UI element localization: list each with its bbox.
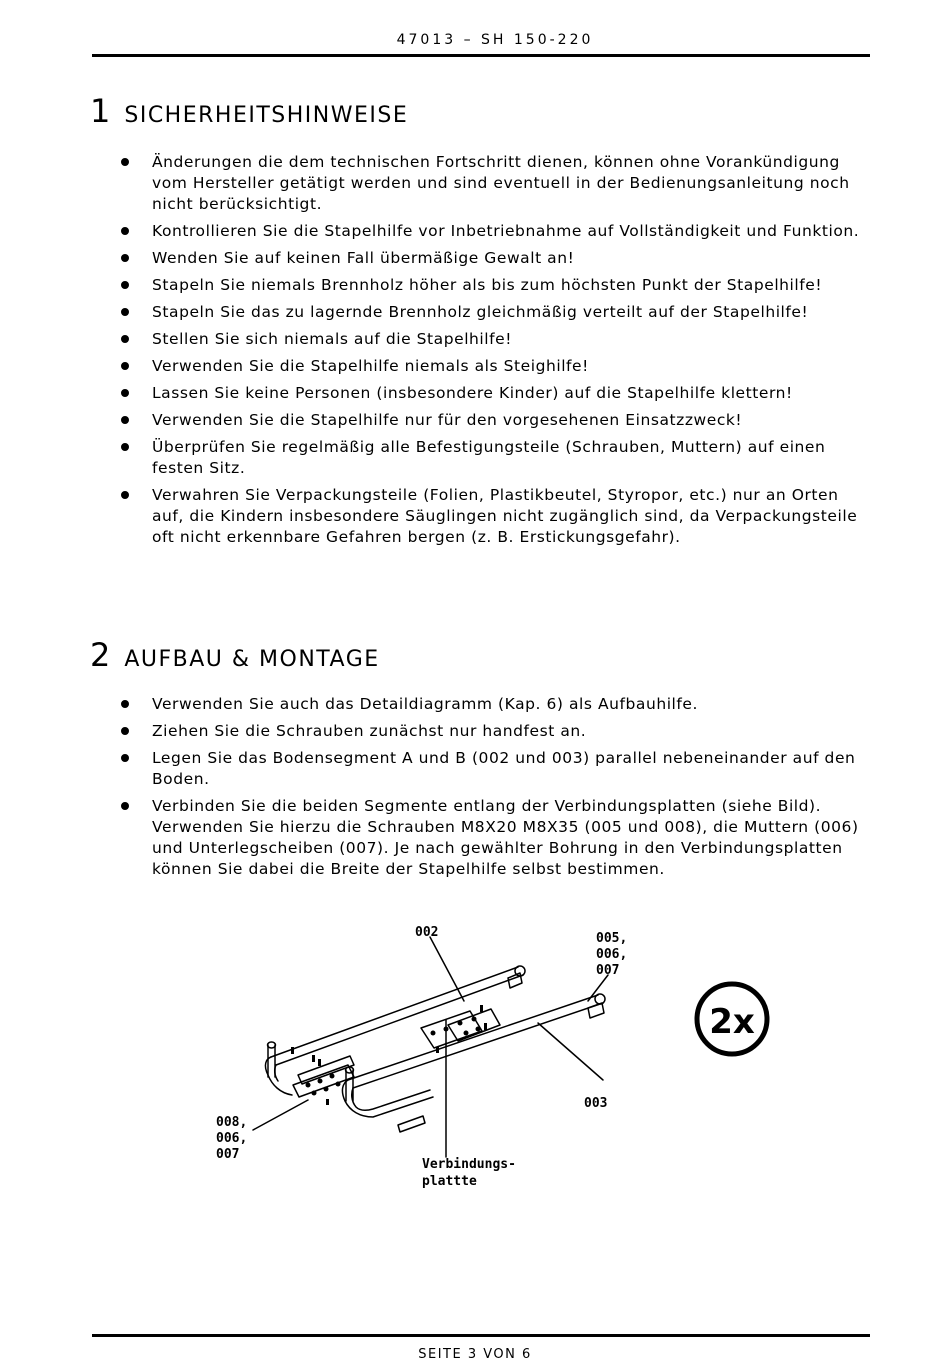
bullet-icon — [121, 227, 129, 235]
bullet-icon — [121, 389, 129, 397]
bullet-icon — [121, 335, 129, 343]
bullet-icon — [121, 443, 129, 451]
assembly-diagram-svg — [208, 905, 783, 1205]
list-item: Verwahren Sie Verpackungsteile (Folien, Plastikbeutel, Styropor, etc.) nur an Orten auf, die Kindern insbesondere Säuglingen nicht zugänglich sind, da Verpackungsteile oft nicht erkennbare Gefahren bergen (z. B. Erstickungsgefahr). — [116, 485, 861, 548]
section-1-number: 1 — [90, 92, 111, 130]
list-item: Legen Sie das Bodensegment A und B (002 und 003) parallel nebeneinander auf den Boden. — [116, 748, 861, 790]
list-item: Stapeln Sie niemals Brennholz höher als bis zum höchsten Punkt der Stapelhilfe! — [116, 275, 861, 296]
list-item: Lassen Sie keine Personen (insbesondere Kinder) auf die Stapelhilfe klettern! — [116, 383, 861, 404]
assembly-list — [116, 694, 861, 886]
list-item: Kontrollieren Sie die Stapelhilfe vor Inbetriebnahme auf Vollständigkeit und Funktion. — [116, 221, 861, 242]
section-2-heading — [90, 636, 380, 674]
label-005-line1: 005, — [596, 931, 628, 946]
list-item: Verwenden Sie auch das Detaildiagramm (Kap. 6) als Aufbauhilfe. — [116, 694, 861, 715]
bullet-icon — [121, 362, 129, 370]
list-item: Änderungen die dem technischen Fortschritt dienen, können ohne Vorankündigung vom Hersteller getätigt werden und sind eventuell in der Bedienungsanleitung noch nicht berücksichtigt. — [116, 152, 861, 215]
safety-list — [116, 152, 861, 554]
list-item: Verwenden Sie die Stapelhilfe nur für den vorgesehenen Einsatzzweck! — [116, 410, 861, 431]
label-005-line2: 006, — [596, 947, 628, 962]
section-2-title: AUFBAU & MONTAGE — [124, 647, 380, 672]
header-rule — [92, 54, 870, 57]
assembly-diagram — [208, 905, 783, 1205]
list-item: Stellen Sie sich niemals auf die Stapelhilfe! — [116, 329, 861, 350]
section-1-title: SICHERHEITSHINWEISE — [124, 103, 409, 128]
page-number: SEITE 3 VON 6 — [418, 1347, 532, 1362]
label-plate-line1: Verbindungs- — [422, 1157, 516, 1172]
label-008-line3: 007 — [216, 1147, 240, 1162]
label-002: 002 — [415, 925, 439, 940]
document-id: 47013 – SH 150-220 — [396, 32, 594, 48]
section-2-number: 2 — [90, 636, 111, 674]
list-item: Stapeln Sie das zu lagernde Brennholz gleichmäßig verteilt auf der Stapelhilfe! — [116, 302, 861, 323]
list-item: Wenden Sie auf keinen Fall übermäßige Gewalt an! — [116, 248, 861, 269]
label-005-line3: 007 — [596, 963, 620, 978]
section-1-heading — [90, 92, 408, 130]
bullet-icon — [121, 158, 129, 166]
bullet-icon — [121, 254, 129, 262]
label-008-line1: 008, — [216, 1115, 248, 1130]
multiplier-label: 2x — [709, 1002, 755, 1042]
bullet-icon — [121, 727, 129, 735]
bullet-icon — [121, 491, 129, 499]
label-008-line2: 006, — [216, 1131, 248, 1146]
bullet-icon — [121, 308, 129, 316]
bullet-icon — [121, 700, 129, 708]
bullet-icon — [121, 416, 129, 424]
bullet-icon — [121, 281, 129, 289]
list-item: Überprüfen Sie regelmäßig alle Befestigungsteile (Schrauben, Muttern) auf einen festen Sitz. — [116, 437, 861, 479]
label-003: 003 — [584, 1096, 608, 1111]
list-item: Verwenden Sie die Stapelhilfe niemals als Steighilfe! — [116, 356, 861, 377]
list-item: Ziehen Sie die Schrauben zunächst nur handfest an. — [116, 721, 861, 742]
list-item: Verbinden Sie die beiden Segmente entlang der Verbindungsplatten (siehe Bild). Verwenden Sie hierzu die Schrauben M8X20 M8X35 (005 und 008), die Muttern (006) und Unterlegscheiben (007). Je nach gewählter Bohrung in den Verbindungsplatten können Sie dabei die Breite der Stapelhilfe selbst bestimmen. — [116, 796, 861, 880]
label-plate-line2: plattte — [422, 1174, 477, 1189]
bullet-icon — [121, 802, 129, 810]
footer-rule — [92, 1334, 870, 1337]
bullet-icon — [121, 754, 129, 762]
